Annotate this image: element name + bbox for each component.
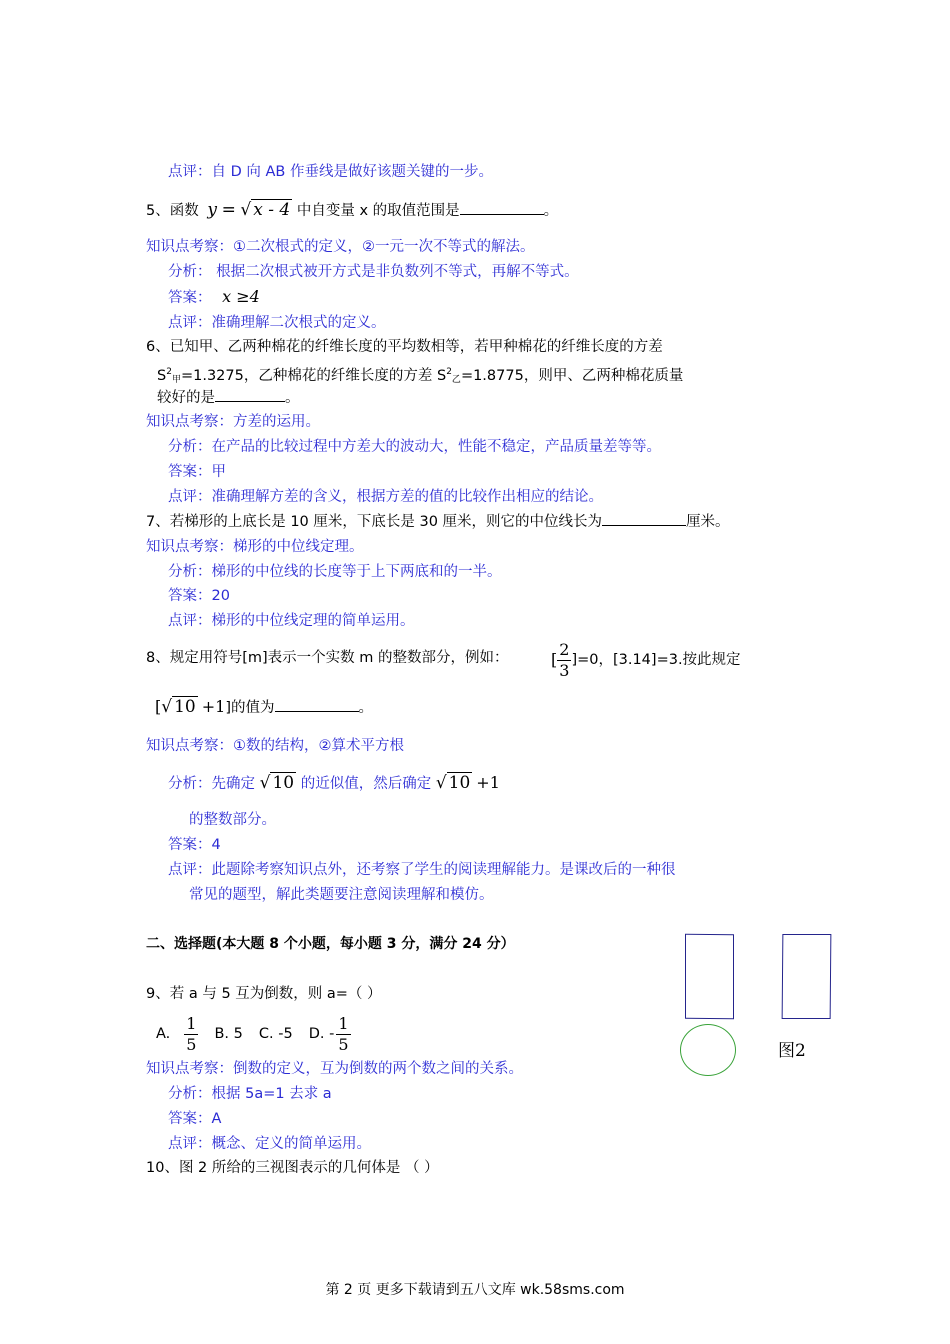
side-view-rect	[782, 934, 832, 1019]
q6-s-yi: $S^2_乙$	[436, 367, 461, 385]
q5-knowledge: 知识点考察：①二次根式的定义，②一元一次不等式的解法。	[146, 239, 535, 255]
q5-analysis: 分析： 根据二次根式被开方式是非负数列不等式，再解不等式。	[168, 264, 579, 280]
q8-after-frac: ]=0，[3.14]=3.按此规定	[571, 652, 741, 668]
q5-prefix: 5、函数	[146, 203, 199, 219]
q5-answer-value: x ≥4	[222, 287, 260, 306]
q7-answer: 答案：20	[168, 588, 230, 604]
q9-knowledge: 知识点考察：倒数的定义，互为倒数的两个数之间的关系。	[146, 1061, 523, 1077]
q6-end: 。	[285, 390, 300, 406]
q9-option-b[interactable]: B. 5	[214, 1026, 243, 1042]
q8-analysis-sqrt1: √ 10	[259, 773, 295, 793]
q6-line2	[157, 362, 683, 390]
q9-options	[156, 1011, 351, 1057]
q8-end: 。	[358, 700, 373, 716]
q8-expr-open: [	[155, 697, 162, 716]
q8-analysis-c: 的整数部分。	[189, 812, 276, 828]
q8-expression	[155, 697, 373, 718]
q8-bracket-open: [	[551, 650, 558, 669]
q9-option-a-label: A.	[156, 1026, 171, 1042]
q6-s-jia: $S^2_甲$	[157, 367, 181, 385]
q5-sqrt: √ x - 4	[240, 200, 291, 220]
q7-end: 厘米。	[686, 514, 730, 530]
top-view-circle	[680, 1024, 736, 1076]
q8-analysis-plus: +1	[476, 773, 500, 792]
q7-analysis: 分析：梯形的中位线的长度等于上下两底和的一半。	[168, 564, 502, 580]
q8-expr-close: ]的值为	[225, 700, 275, 716]
q9-option-d[interactable]	[309, 1014, 351, 1055]
q6-comment: 点评：准确理解方差的含义，根据方差的值的比较作出相应的结论。	[168, 489, 603, 505]
q7-line: 7、若梯形的上底长是 10 厘米，下底长是 30 厘米，则它的中位线长为	[146, 514, 603, 530]
section2-heading: 二、选择题(本大题 8 个小题，每小题 3 分，满分 24 分）	[146, 936, 515, 952]
q8-comment2: 常见的题型，解此类题要注意阅读理解和模仿。	[189, 887, 494, 903]
q9-comment: 点评：概念、定义的简单运用。	[168, 1136, 371, 1152]
q8-frac-den: 3	[559, 660, 570, 680]
q9-analysis: 分析：根据 5a=1 去求 a	[168, 1086, 332, 1102]
q8-fraction	[557, 640, 571, 681]
q6-val2: =1.8775，则甲、乙两种棉花质量	[460, 368, 684, 384]
front-view-rect	[685, 934, 734, 1020]
q5-answer-label: 答案：	[168, 290, 212, 306]
q5-end: 。	[543, 203, 559, 219]
q6-val1: =1.3275，乙种棉花的纤维长度的方差	[180, 368, 437, 384]
q9-option-d-label: D. -	[308, 1026, 335, 1042]
q5-func-y: y	[207, 200, 217, 220]
q6-knowledge: 知识点考察：方差的运用。	[146, 414, 320, 430]
q9-answer: 答案：A	[168, 1111, 222, 1127]
figure-label: 图2	[778, 1041, 806, 1061]
q6-answer: 答案：甲	[168, 464, 226, 480]
q10-question: 10、图 2 所给的三视图表示的几何体是 （ ）	[146, 1160, 439, 1176]
q5-comment: 点评：准确理解二次根式的定义。	[168, 315, 386, 331]
q9-option-c[interactable]: C. -5	[258, 1026, 293, 1042]
q5-answer	[168, 287, 260, 308]
q9-question: 9、若 a 与 5 互为倒数，则 a=（ ）	[146, 986, 382, 1002]
q6-blank	[215, 387, 285, 402]
q8-comment1: 点评：此题除考察知识点外，还考察了学生的阅读理解能力。是课改后的一种很	[168, 862, 676, 878]
q9-option-a[interactable]	[156, 1014, 198, 1055]
q6-line1: 6、已知甲、乙两种棉花的纤维长度的平均数相等，若甲种棉花的纤维长度的方差	[146, 339, 663, 355]
q6-line3-text: 较好的是	[157, 390, 215, 406]
q7-knowledge: 知识点考察：梯形的中位线定理。	[146, 539, 364, 555]
q4-comment: 点评：自 D 向 AB 作垂线是做好该题关键的一步。	[168, 164, 493, 180]
q7-blank	[602, 511, 686, 526]
q8-blank	[275, 697, 359, 712]
q8-expr-sqrt: √ 10	[161, 697, 196, 717]
q8-analysis-a: 分析：先确定	[168, 776, 255, 792]
q6-line3	[157, 387, 300, 408]
q7-question	[146, 511, 730, 532]
q5-question	[146, 200, 558, 221]
q8-line1-text: 8、规定用符号[m]表示一个实数 m 的整数部分，例如：	[146, 650, 509, 666]
q8-expr-plus: +1	[201, 697, 226, 716]
q5-radicand: x - 4	[253, 200, 291, 220]
q6-analysis: 分析：在产品的比较过程中方差大的波动大，性能不稳定，产品质量差等等。	[168, 439, 661, 455]
q8-frac-num: 2	[559, 639, 570, 659]
q8-knowledge: 知识点考察：①数的结构，②算术平方根	[146, 738, 404, 754]
q8-analysis	[168, 773, 500, 794]
q9-option-a-frac: $\frac{1}{5}$	[186, 1013, 197, 1054]
q8-answer: 答案：4	[168, 837, 221, 853]
q7-comment: 点评：梯形的中位线定理的简单运用。	[168, 613, 415, 629]
q9-option-d-frac: $\frac{1}{5}$	[338, 1013, 349, 1054]
q8-analysis-sqrt2: √ 10	[435, 773, 471, 793]
page-footer: 第 2 页 更多下载请到五八文库 wk.58sms.com	[325, 1282, 625, 1298]
q8-analysis-b: 的近似值，然后确定	[300, 776, 432, 792]
q5-blank	[460, 200, 544, 215]
q5-func-eq: =	[221, 200, 236, 220]
q8-example	[551, 637, 741, 683]
q5-suffix: 中自变量 x 的取值范围是	[296, 203, 460, 219]
